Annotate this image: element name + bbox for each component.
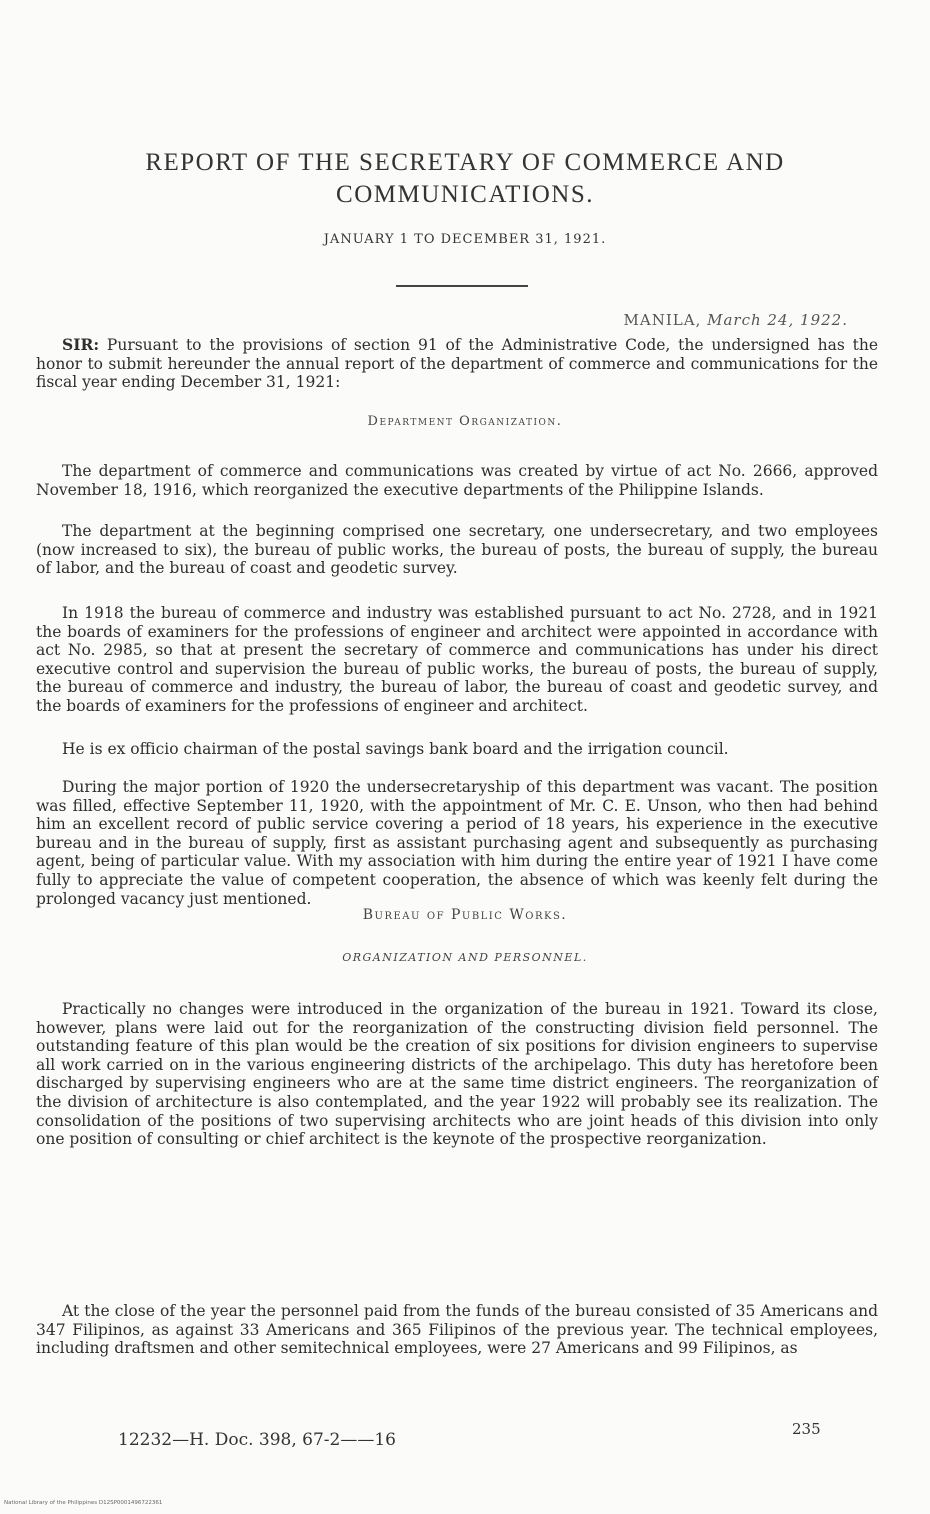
paragraph: The department at the beginning comprised one secretary, one undersecretary, and two employees (now increased to six), the bureau of public works, the bureau of posts, the bureau of supply, the bureau of labor, and the bureau of coast and geodetic survey.	[36, 522, 878, 578]
paragraph: The department of commerce and communications was created by virtue of act No. 2666, approved November 18, 1916, which reorganized the executive departments of the Philippine Islands.	[36, 462, 878, 499]
salutation-text: Pursuant to the provisions of section 91 of the Administrative Code, the undersigned has the honor to submit hereunder the annual report of the department of commerce and communications for the fiscal year ending December 31, 1921:	[36, 336, 878, 392]
paragraph: At the close of the year the personnel paid from the funds of the bureau consisted of 35 Americans and 347 Filipinos, as against 33 Americans and 365 Filipinos of the previous year. The technical employees, including draftsmen and other semitechnical employees, were 27 Americans and 99 Filipinos, as	[36, 1302, 878, 1358]
page-number: 235	[792, 1420, 821, 1438]
dateline	[624, 311, 848, 329]
section-heading-bureau-public-works: Bureau of Public Works.	[362, 907, 568, 923]
report-title-line-2: COMMUNICATIONS.	[336, 181, 594, 208]
library-watermark: National Library of the Philippines D12SP0001496722361	[4, 1500, 163, 1506]
paragraph: During the major portion of 1920 the undersecretaryship of this department was vacant. The position was filled, effective September 11, 1920, with the appointment of Mr. C. E. Unson, who then had behind him an excellent record of public service covering a period of 18 years, his experience in the executive bureau and in the bureau of supply, first as assistant purchasing agent and subsequently as purchasing agent, being of particular value. With my association with him during the entire year of 1921 I have come fully to appreciate the value of competent cooperation, the absence of which was keenly felt during the prolonged vacancy just mentioned.	[36, 778, 878, 908]
paragraph: In 1918 the bureau of commerce and industry was established pursuant to act No. 2728, and in 1921 the boards of examiners for the professions of engineer and architect were appointed in accordance with act No. 2985, so that at present the secretary of commerce and communications has under his direct executive control and supervision the bureau of public works, the bureau of posts, the bureau of supply, the bureau of commerce and industry, the bureau of labor, the bureau of coast and geodetic survey, and the boards of examiners for the professions of engineer and architect.	[36, 604, 878, 715]
paragraph: He is ex officio chairman of the postal savings bank board and the irrigation council.	[62, 740, 729, 758]
paragraph: Practically no changes were introduced in the organization of the bureau in 1921. Toward its close, however, plans were laid out for the reorganization of the constructing division field personnel. The outstanding feature of this plan would be the creation of six positions for division engineers to supervise all work carried on in the various engineering districts of the archipelago. This duty has heretofore been discharged by supervising engineers who are at the same time district engineers. The reorganization of the division of architecture is also contemplated, and the year 1922 will probably see its realization. The consolidation of the positions of two supervising architects who are joint heads of this division into only one position of consulting or chief architect is the keynote of the prospective reorganization.	[36, 1000, 878, 1149]
salutation-paragraph	[36, 336, 878, 392]
title-divider	[396, 285, 528, 287]
subheading-organization-personnel: ORGANIZATION AND PERSONNEL.	[342, 951, 588, 964]
document-reference: 12232—H. Doc. 398, 67-2——16	[118, 1430, 396, 1450]
report-date-range: JANUARY 1 TO DECEMBER 31, 1921.	[323, 232, 607, 247]
salutation-sir: SIR:	[62, 335, 100, 354]
dateline-place: MANILA,	[623, 311, 702, 329]
report-title-line-1: REPORT OF THE SECRETARY OF COMMERCE AND	[145, 149, 785, 176]
dateline-date: March 24, 1922.	[707, 311, 848, 329]
section-heading-department-organization: Department Organization.	[367, 414, 563, 429]
